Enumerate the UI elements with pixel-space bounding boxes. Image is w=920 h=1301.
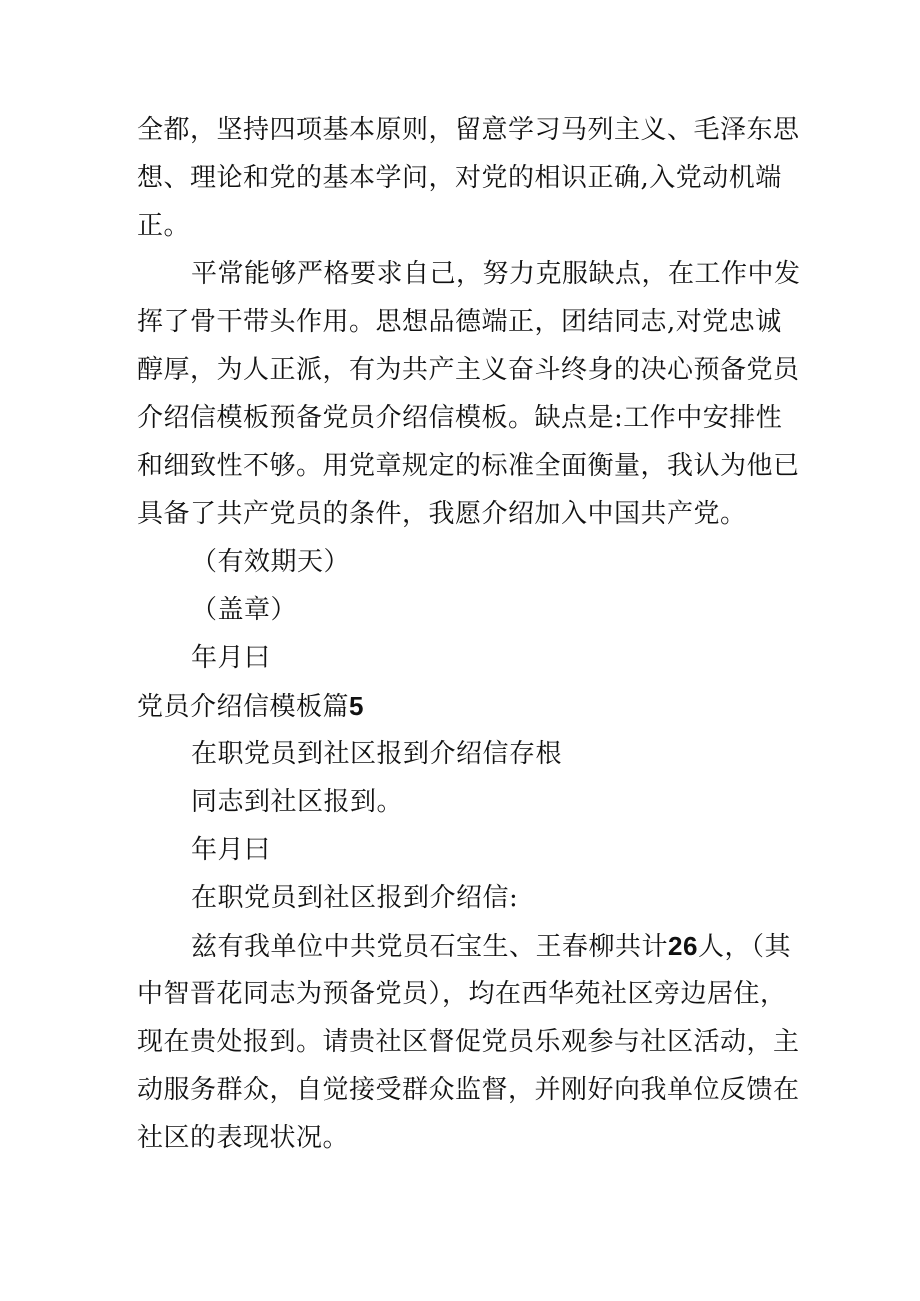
paragraph-line: 动服务群众，自觉接受群众监督，并刚好向我单位反馈在 [137,1075,800,1105]
seal-note: （盖章） [191,595,298,625]
date-line: 年月曰 [191,643,271,673]
validity-note: （有效期天） [191,547,351,577]
paragraph-line: 介绍信模板预备党员介绍信模板。缺点是:工作中安排性 [137,403,783,433]
section-title-number: 5 [349,691,364,721]
section-title [137,691,364,722]
paragraph-line: 和细致性不够。用党章规定的标准全面衡量，我认为他已 [137,451,800,481]
stub-title: 在职党员到社区报到介绍信存根 [191,739,563,769]
paragraph-line [191,931,791,962]
paragraph-line: 想、理论和党的基本学问，对党的相识正确,入党动机端 [137,163,782,193]
paragraph-line: 具备了共产党员的条件，我愿介绍加入中国共产党。 [137,499,747,529]
paragraph-line: 正。 [137,211,191,241]
count-number: 26 [668,931,698,961]
paragraph-line: 现在贵处报到。请贵社区督促党员乐观参与社区活动，主 [137,1027,800,1057]
text-span: 兹有我单位中共党员石宝生、王春柳共计 [191,932,669,962]
paragraph-line: 平常能够严格要求自己，努力克服缺点，在工作中发 [191,259,801,289]
letter-title: 在职党员到社区报到介绍信: [191,883,519,913]
text-span: 人，（其 [697,932,791,962]
paragraph-line: 挥了骨干带头作用。思想品德端正，团结同志,对党忠诚 [137,307,782,337]
section-title-text: 党员介绍信模板篇 [137,692,350,722]
date-line: 年月曰 [191,835,271,865]
paragraph-line: 醇厚，为人正派，有为共产主义奋斗终身的决心预备党员 [137,355,800,385]
paragraph-line: 全都，坚持四项基本原则，留意学习马列主义、毛泽东思 [137,115,800,145]
paragraph-line: 中智晋花同志为预备党员），均在西华苑社区旁边居住， [137,979,787,1009]
paragraph-line: 社区的表现状况。 [137,1123,350,1153]
stub-body: 同志到社区报到。 [191,787,404,817]
